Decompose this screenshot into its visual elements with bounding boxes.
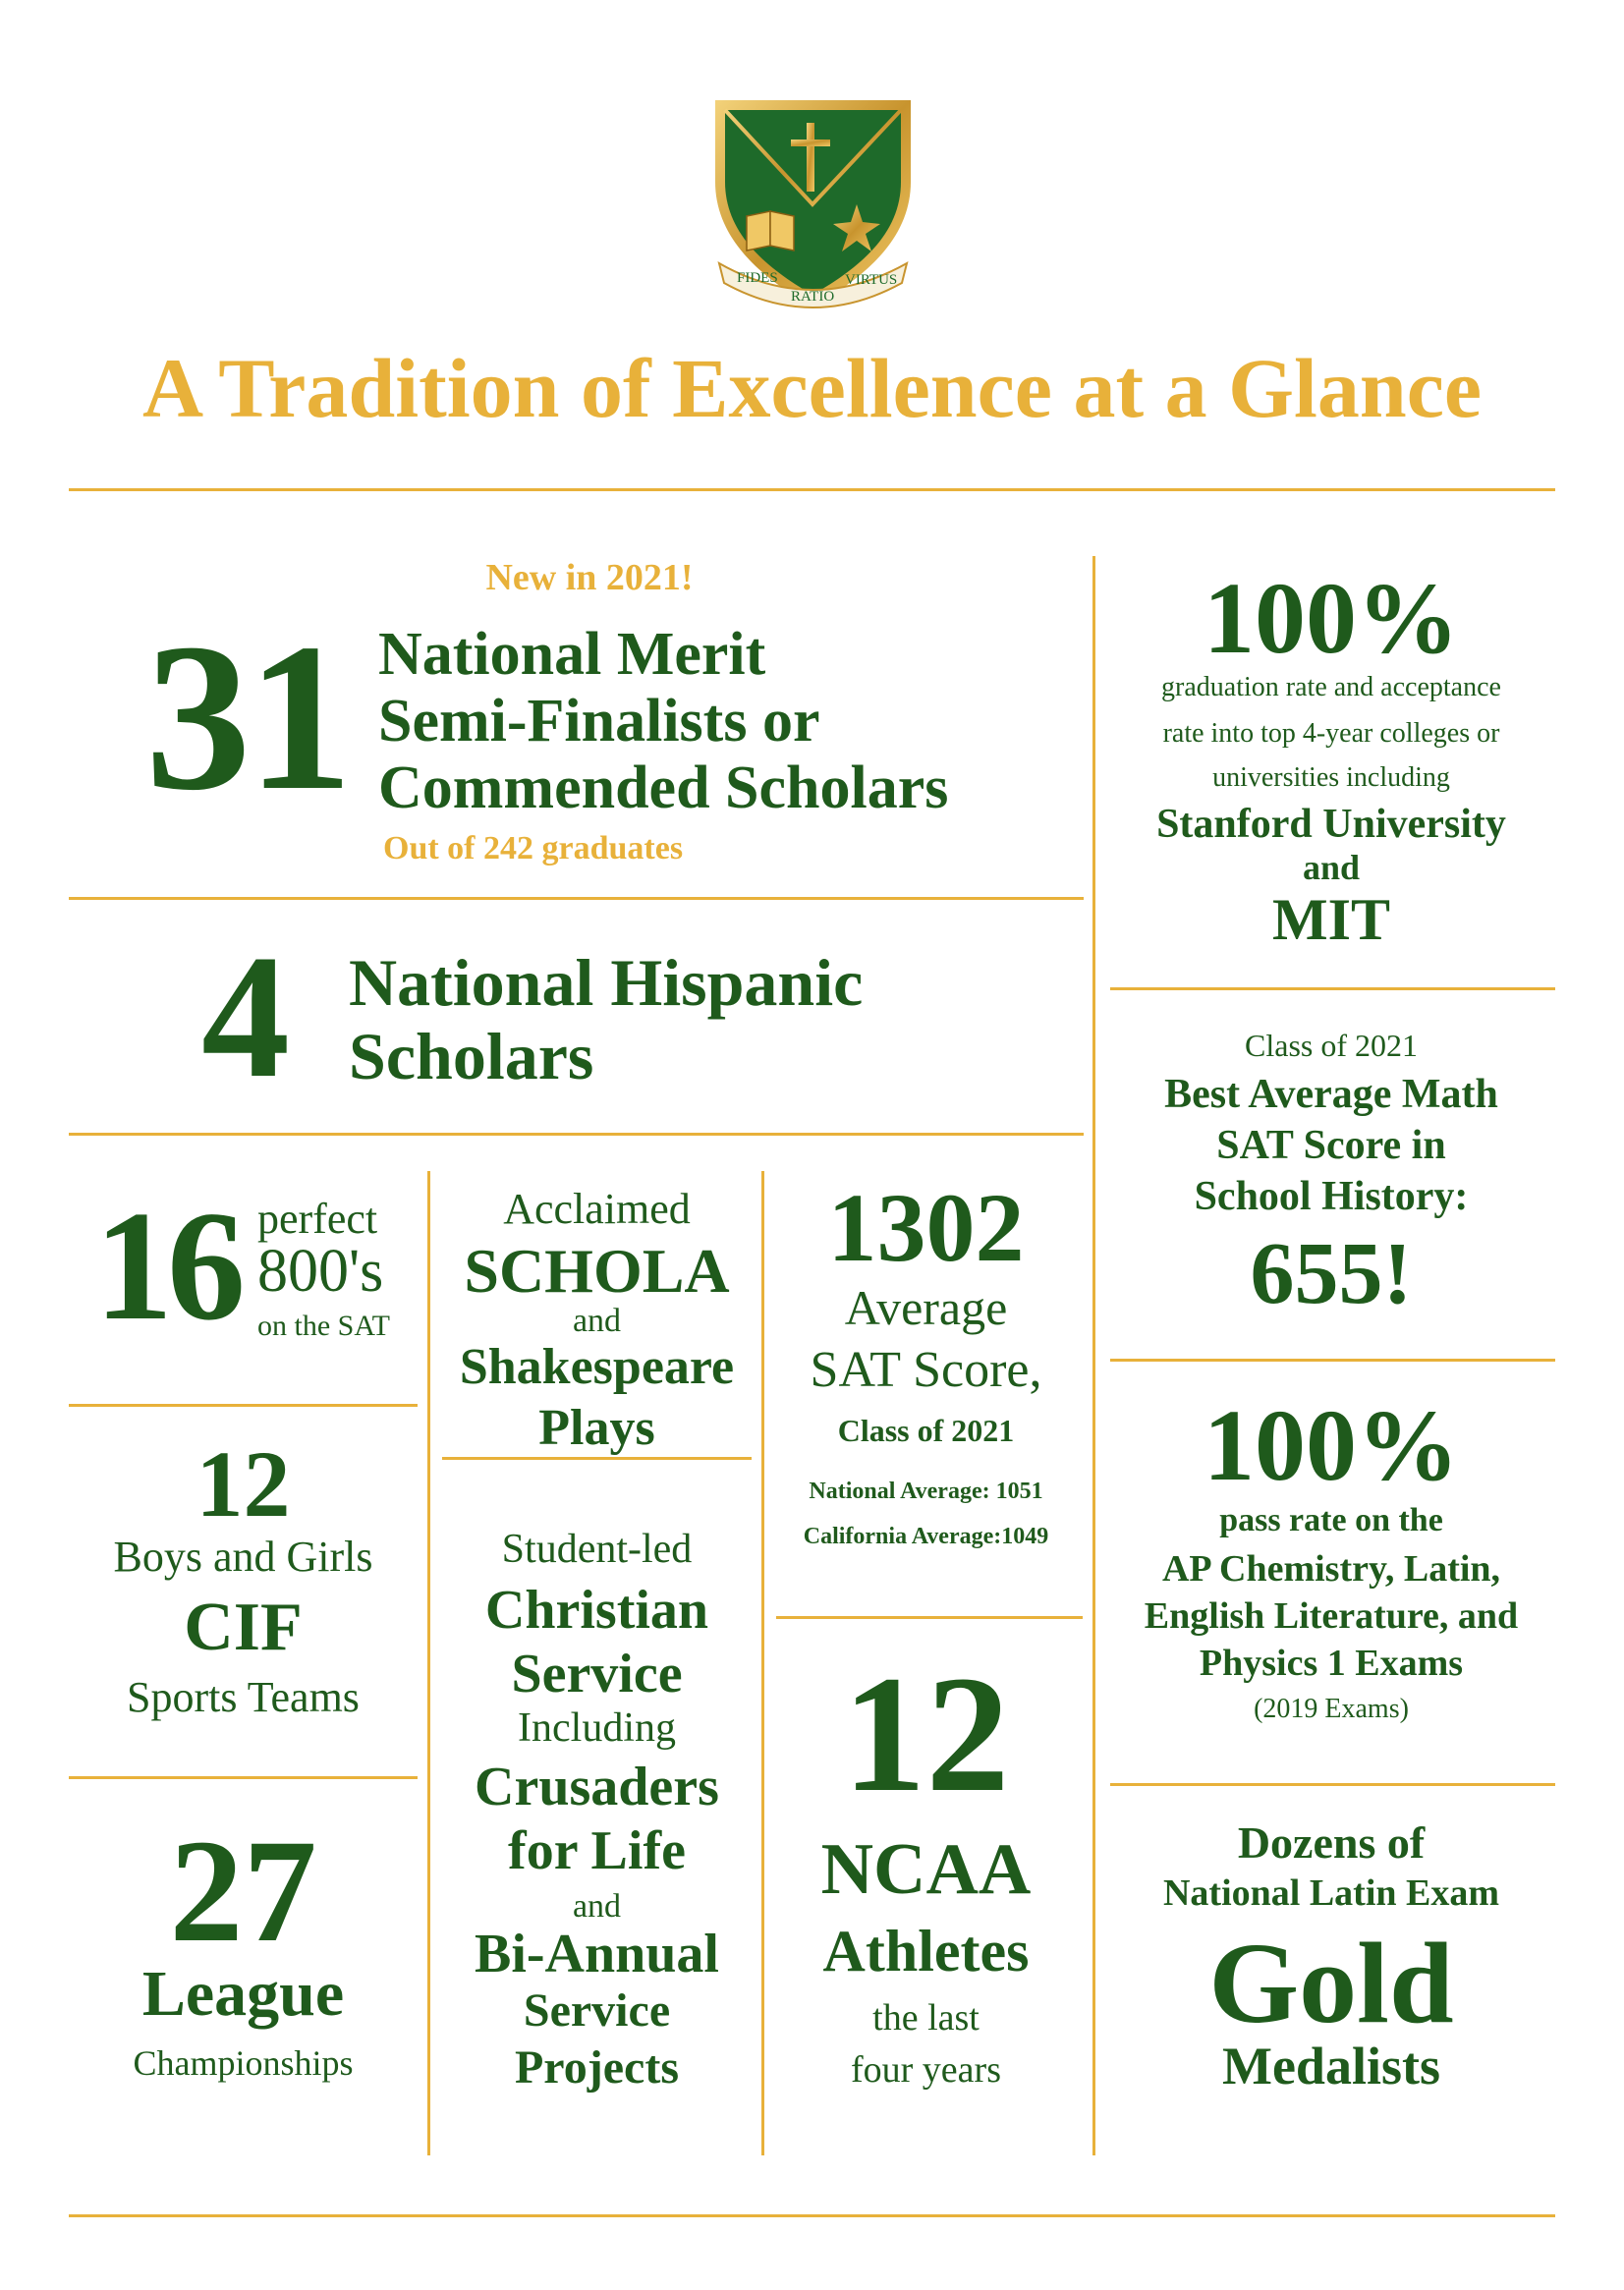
ncaa-label-3: the last	[872, 1997, 980, 2039]
ap-label-3: English Literature, and	[1144, 1595, 1519, 1637]
league-label-2: Championships	[133, 2043, 354, 2083]
page-title: A Tradition of Excellence at a Glance	[141, 341, 1483, 435]
ap-label-5: (2019 Exams)	[1254, 1694, 1409, 1724]
hispanic-title-1: National Hispanic	[349, 945, 864, 1020]
sat-label-2: SAT Score,	[810, 1342, 1042, 1398]
cif-number: 12	[196, 1431, 291, 1536]
latin-label-3: Gold	[1208, 1919, 1454, 2047]
service-label-6: for Life	[508, 1820, 686, 1881]
divider-grad	[1110, 987, 1555, 990]
ap-label-2: AP Chemistry, Latin,	[1161, 1548, 1501, 1590]
grad-label-2: rate into top 4-year colleges or	[1162, 718, 1500, 749]
grad-label-1: graduation rate and acceptance	[1161, 672, 1501, 702]
service-label-4: Including	[518, 1705, 676, 1751]
perfect-label-1: perfect	[257, 1195, 378, 1243]
divider-math	[1110, 1359, 1555, 1362]
sat-label-1: Average	[844, 1280, 1008, 1335]
perfect-number: 16	[94, 1178, 240, 1353]
grad-label-6: MIT	[1272, 887, 1390, 952]
merit-title-2: Semi-Finalists or	[378, 688, 820, 754]
divider-schola	[442, 1457, 752, 1460]
math-number: 655!	[1250, 1225, 1413, 1322]
merit-sub: Out of 242 graduates	[383, 830, 684, 866]
merit-title-1: National Merit	[378, 621, 766, 688]
hispanic-title-2: Scholars	[349, 1019, 594, 1093]
latin-label-4: Medalists	[1222, 2037, 1440, 2095]
motto-ratio: RATIO	[791, 289, 835, 305]
grad-label-3: universities including	[1212, 762, 1450, 793]
divider-bottom	[69, 2214, 1555, 2217]
schola-label-5: Plays	[538, 1400, 655, 1456]
divider-ap	[1110, 1783, 1555, 1786]
perfect-label-2: 800's	[257, 1238, 384, 1305]
motto-fides: FIDES	[737, 270, 778, 286]
divider-cif	[69, 1776, 418, 1779]
math-label-2: Best Average Math	[1164, 1072, 1498, 1117]
divider-perfect	[69, 1404, 418, 1407]
divider-merit	[69, 897, 1084, 900]
merit-note: New in 2021!	[485, 557, 694, 598]
sat-number: 1302	[827, 1173, 1025, 1282]
service-label-3: Service	[511, 1644, 683, 1704]
math-label-1: Class of 2021	[1245, 1028, 1418, 1063]
sat-label-3: Class of 2021	[837, 1413, 1015, 1448]
divider-top	[69, 488, 1555, 491]
schola-label-1: Acclaimed	[503, 1185, 691, 1233]
perfect-label-3: on the SAT	[257, 1310, 390, 1342]
divider-hispanic	[69, 1133, 1084, 1136]
service-label-7: and	[572, 1888, 622, 1925]
divider-col-1	[427, 1171, 430, 2155]
latin-label-2: National Latin Exam	[1162, 1872, 1500, 1914]
service-label-8: Bi-Annual	[475, 1924, 719, 1984]
grad-label-4: Stanford University	[1156, 802, 1506, 847]
league-number: 27	[169, 1810, 317, 1973]
cif-label-2: CIF	[184, 1590, 303, 1665]
sat-national-average: National Average: 1051	[809, 1479, 1043, 1504]
merit-title-3: Commended Scholars	[378, 754, 949, 821]
merit-number: 31	[145, 599, 349, 834]
schola-label-2: SCHOLA	[464, 1236, 730, 1306]
ncaa-label-1: NCAA	[820, 1829, 1032, 1910]
divider-sat	[776, 1616, 1083, 1619]
ap-label-1: pass rate on the	[1219, 1502, 1443, 1538]
sat-california-average: California Average:1049	[803, 1524, 1049, 1549]
cif-label-3: Sports Teams	[127, 1673, 360, 1721]
ncaa-label-4: four years	[851, 2049, 1001, 2091]
book-icon	[747, 211, 794, 251]
latin-label-1: Dozens of	[1237, 1817, 1426, 1868]
service-label-2: Christian	[484, 1580, 709, 1641]
cif-label-1: Boys and Girls	[113, 1533, 373, 1581]
schola-label-3: and	[572, 1303, 622, 1339]
hispanic-number: 4	[201, 919, 290, 1114]
schola-label-4: Shakespeare	[459, 1339, 735, 1395]
divider-right-column	[1092, 556, 1095, 2155]
ncaa-label-2: Athletes	[822, 1919, 1030, 1983]
league-label-1: League	[141, 1958, 345, 2030]
school-crest-logo	[707, 88, 919, 319]
ncaa-number: 12	[842, 1642, 1010, 1826]
math-label-4: School History:	[1194, 1174, 1469, 1219]
service-label-9: Service	[523, 1984, 671, 2037]
service-label-10: Projects	[514, 2041, 679, 2094]
divider-col-2	[761, 1171, 764, 2155]
service-label-5: Crusaders	[475, 1757, 719, 1817]
motto-virtus: VIRTUS	[845, 272, 898, 288]
ap-number: 100%	[1204, 1389, 1459, 1502]
grad-number: 100%	[1204, 562, 1459, 675]
math-label-3: SAT Score in	[1216, 1123, 1446, 1168]
ap-label-4: Physics 1 Exams	[1199, 1643, 1464, 1684]
service-label-1: Student-led	[501, 1527, 693, 1572]
grad-label-5: and	[1302, 848, 1361, 887]
